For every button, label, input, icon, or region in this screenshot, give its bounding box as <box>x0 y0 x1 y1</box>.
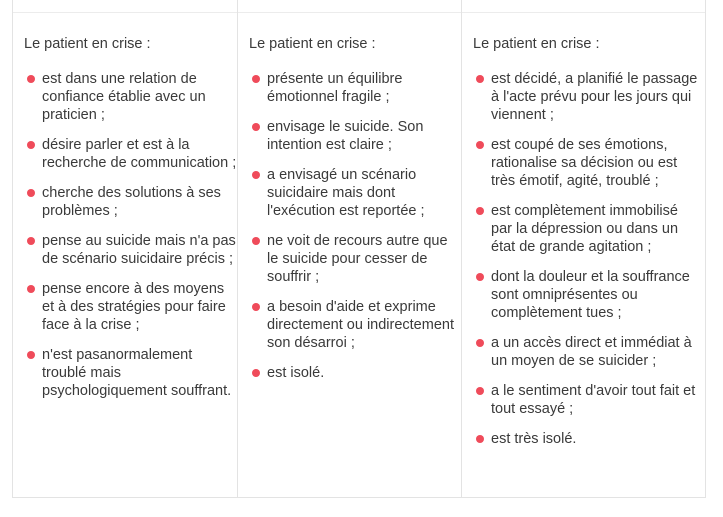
bullet-icon <box>27 75 35 83</box>
bullet-icon <box>27 141 35 149</box>
bullet-icon <box>252 123 260 131</box>
list-item <box>24 232 237 268</box>
list-item <box>249 118 461 154</box>
list-item <box>24 136 237 172</box>
list-item-text: dont la douleur et la souffrance sont omniprésentes ou complètement tues ; <box>491 269 690 321</box>
list-item-text: est dans une relation de confiance établie avec un praticien ; <box>42 71 206 123</box>
bullet-icon <box>476 207 484 215</box>
list-item-text: est isolé. <box>267 365 325 381</box>
bullet-icon <box>27 189 35 197</box>
bullet-icon <box>476 435 484 443</box>
bullet-icon <box>252 303 260 311</box>
bullet-icon <box>27 285 35 293</box>
list-item <box>473 430 705 448</box>
column-2 <box>237 0 461 497</box>
list-item <box>249 298 461 352</box>
bullet-icon <box>476 387 484 395</box>
list-item <box>249 232 461 286</box>
bullet-icon <box>252 75 260 83</box>
bullet-icon <box>476 141 484 149</box>
list-item <box>24 346 237 400</box>
list-item-text: a le sentiment d'avoir tout fait et tout essayé ; <box>491 383 696 417</box>
list-item-text: présente un équilibre émotionnel fragile ; <box>267 71 403 105</box>
list-item <box>473 334 705 370</box>
list-item-text: a besoin d'aide et exprime directement ou indirectement son désarroi ; <box>267 299 454 351</box>
bullet-icon <box>476 339 484 347</box>
column-3 <box>461 0 705 497</box>
list-item <box>473 202 705 256</box>
list-item-text: cherche des solutions à ses problèmes ; <box>42 185 221 219</box>
list-item-text: a un accès direct et immédiat à un moyen de se suicider ; <box>491 335 692 369</box>
bullet-icon <box>252 237 260 245</box>
list-item-text: pense au suicide mais n'a pas de scénario suicidaire précis ; <box>42 233 236 267</box>
list-item <box>249 70 461 106</box>
column-1 <box>13 0 237 497</box>
list-item <box>24 184 237 220</box>
column-heading: Le patient en crise : <box>249 36 376 52</box>
list-item-text: est complètement immobilisé par la dépression ou dans un état de grande agitation ; <box>491 203 679 255</box>
column-list <box>249 70 461 382</box>
column-list <box>473 70 705 448</box>
list-item-text: est décidé, a planifié le passage à l'acte prévu pour les jours qui viennent ; <box>491 71 698 123</box>
list-item-text: a envisagé un scénario suicidaire mais dont l'exécution est reportée ; <box>267 167 425 219</box>
list-item-text: pense encore à des moyens et à des stratégies pour faire face à la crise ; <box>42 281 226 333</box>
bullet-icon <box>27 237 35 245</box>
column-list <box>24 70 237 400</box>
bullet-icon <box>476 273 484 281</box>
list-item <box>473 268 705 322</box>
list-item <box>24 70 237 124</box>
list-item <box>473 136 705 190</box>
column-heading: Le patient en crise : <box>473 36 600 52</box>
list-item <box>24 280 237 334</box>
crisis-comparison-table <box>12 0 706 498</box>
list-item-text: ne voit de recours autre que le suicide pour cesser de souffrir ; <box>267 233 448 285</box>
list-item <box>249 364 461 382</box>
bullet-icon <box>27 351 35 359</box>
list-item-text: est très isolé. <box>491 431 577 447</box>
list-item <box>473 382 705 418</box>
list-item-text: désire parler et est à la recherche de communication ; <box>42 137 237 171</box>
column-heading: Le patient en crise : <box>24 36 151 52</box>
bullet-icon <box>252 369 260 377</box>
list-item-text: est coupé de ses émotions, rationalise sa décision ou est très émotif, agité, troublé ; <box>491 137 678 189</box>
bullet-icon <box>476 75 484 83</box>
list-item <box>473 70 705 124</box>
list-item <box>249 166 461 220</box>
list-item-text: envisage le suicide. Son intention est claire ; <box>267 119 424 153</box>
list-item-text: n'est pasanormalement troublé mais psychologiquement souffrant. <box>42 347 232 399</box>
bullet-icon <box>252 171 260 179</box>
